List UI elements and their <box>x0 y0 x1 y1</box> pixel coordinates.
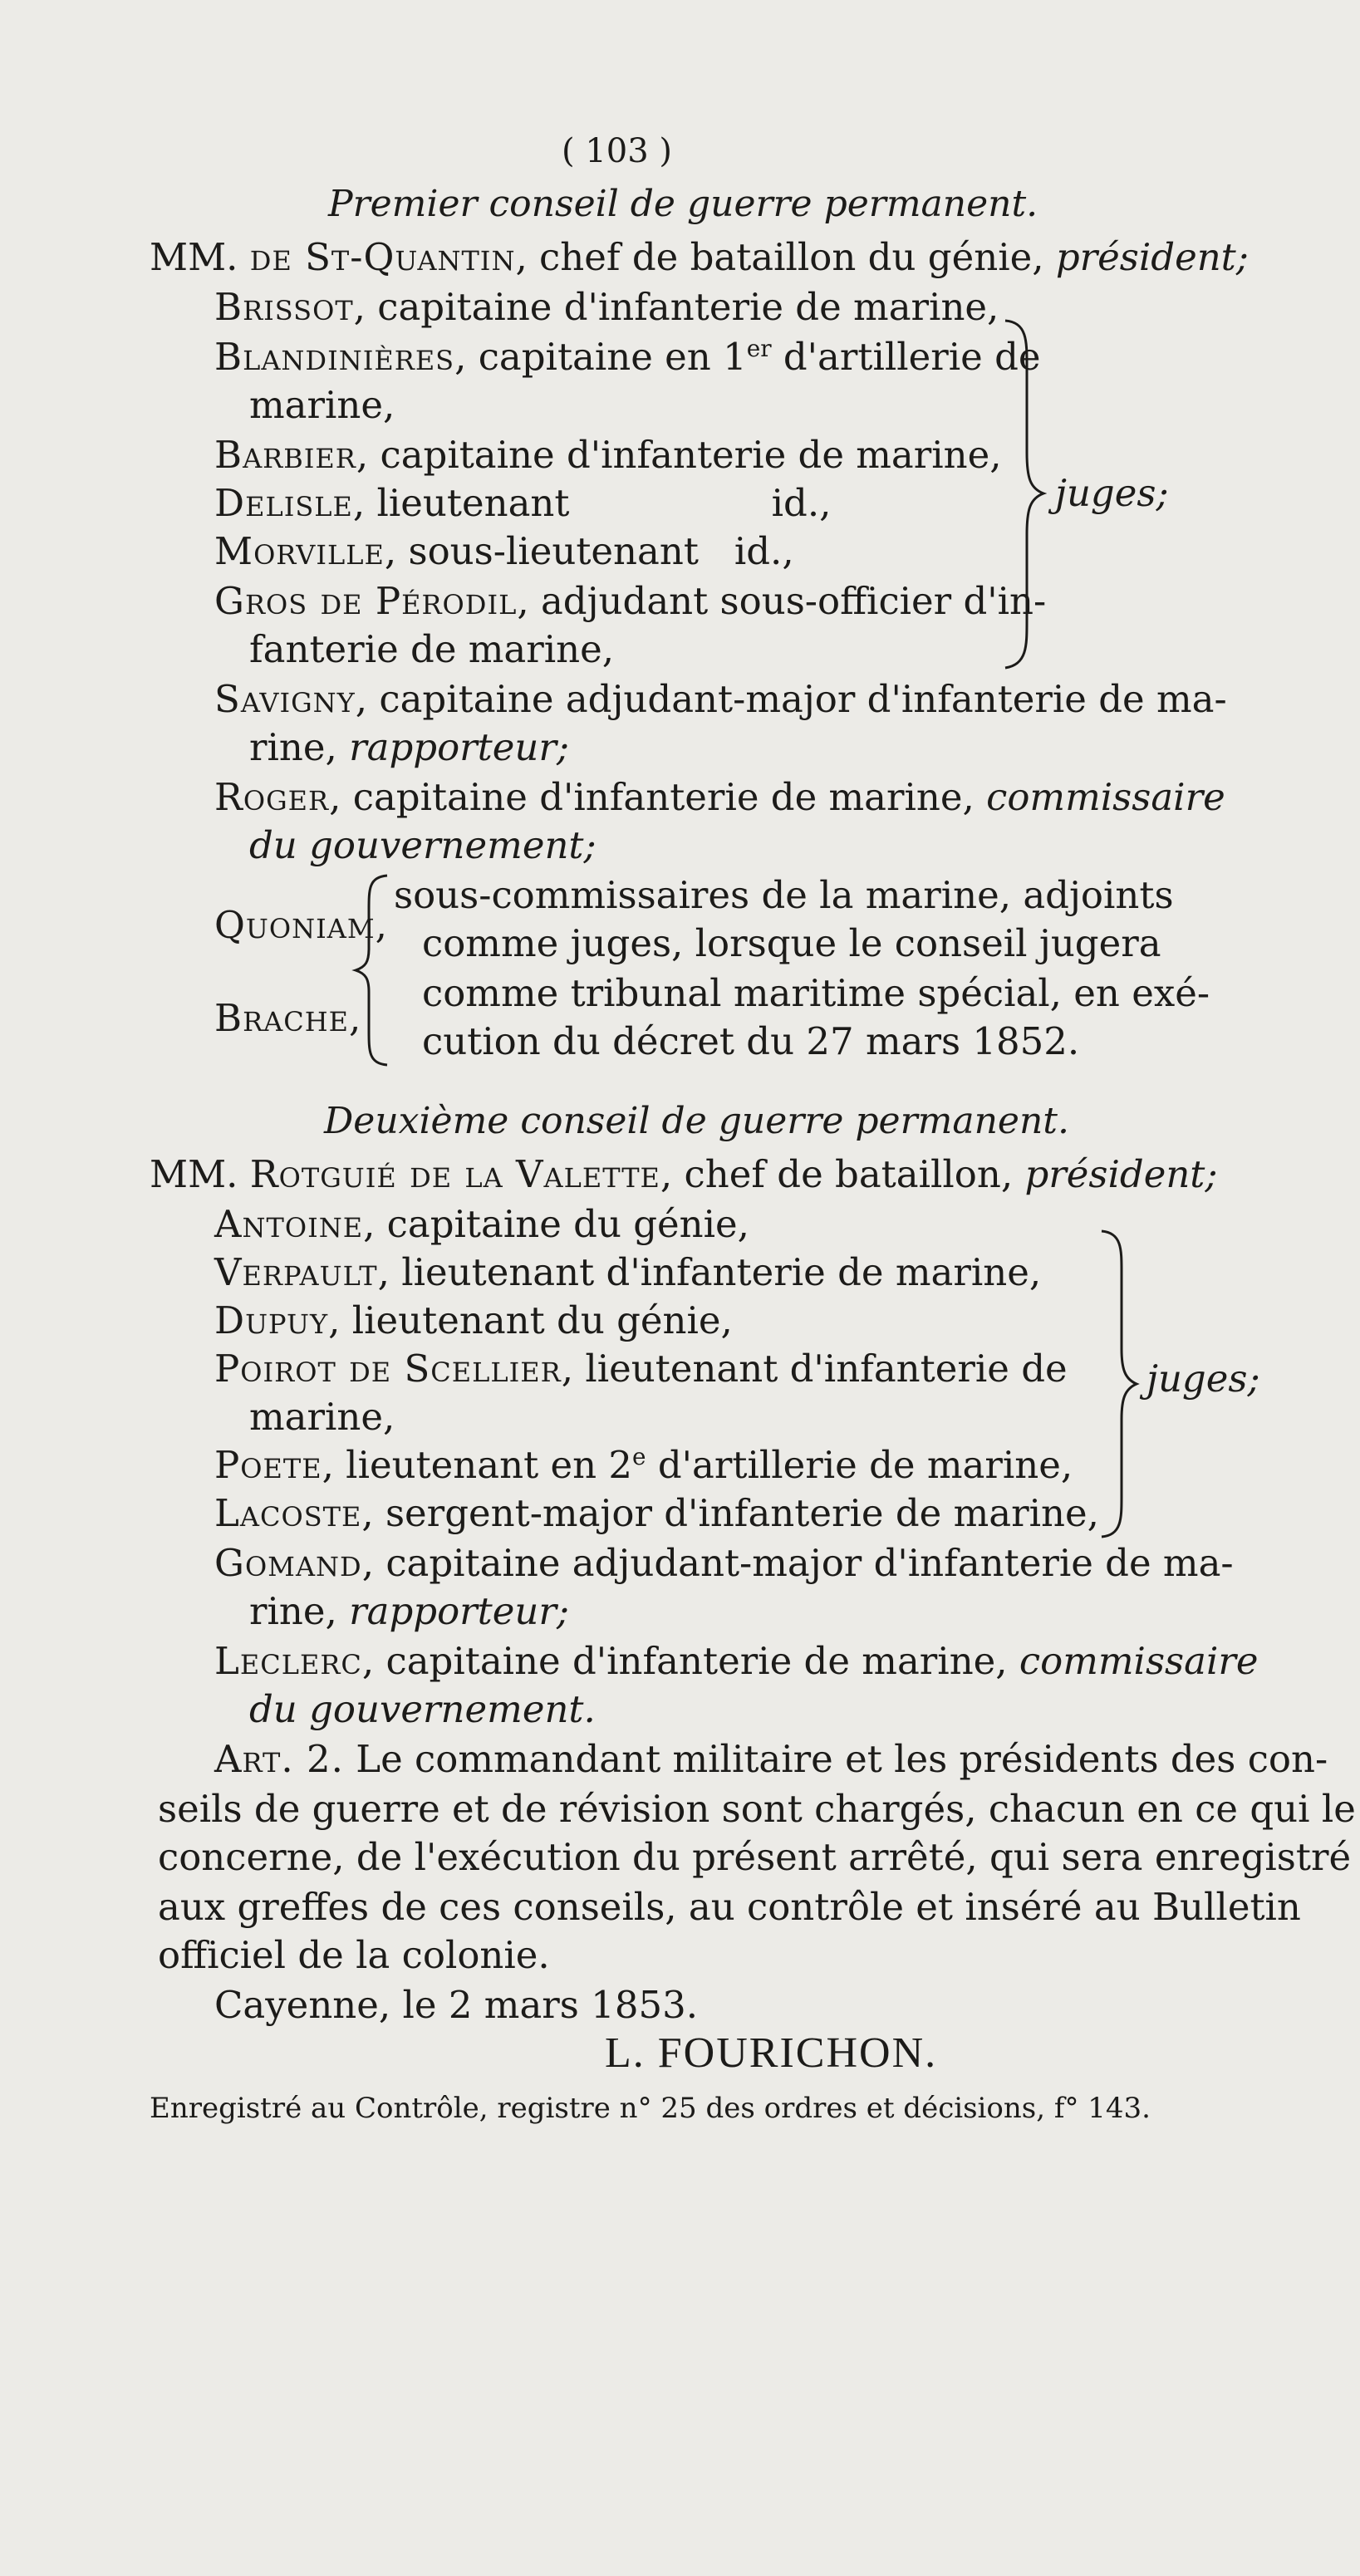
adjoint-line: comme tribunal maritime spécial, en exé- <box>422 971 1210 1015</box>
member-name: Roger <box>214 775 330 819</box>
member-name: Brache, <box>214 996 362 1040</box>
member-name: Brissot <box>214 285 354 329</box>
article-paragraph: Art. 2. Le commandant militaire et les présidents des con- <box>214 1737 1328 1781</box>
member-name: Lacoste <box>214 1491 362 1535</box>
member-line: Poete, lieutenant en 2e d'artillerie de marine, <box>214 1443 1073 1487</box>
adjoint-line: sous-commissaires de la marine, adjoints <box>394 873 1174 917</box>
member-name: Barbier <box>214 433 356 477</box>
second-council-heading: Deuxième conseil de guerre permanent. <box>324 1100 1069 1142</box>
article-line: seils de guerre et de révision sont chargés, chacun en ce qui le <box>158 1787 1356 1831</box>
right-brace-icon <box>997 316 1047 673</box>
member-line: Savigny, capitaine adjudant-major d'infanterie de ma- <box>214 677 1227 721</box>
member-line: Gomand, capitaine adjudant-major d'infanterie de ma- <box>214 1541 1234 1585</box>
juges-label: juges; <box>1146 1357 1260 1401</box>
member-name: Verpault <box>214 1250 378 1294</box>
signature: L. FOURICHON. <box>605 2029 938 2077</box>
left-brace-icon <box>351 872 392 1068</box>
member-line-continued: marine, <box>249 383 395 427</box>
member-name: Morville <box>214 529 385 573</box>
member-line-continued: marine, <box>249 1395 395 1439</box>
member-rank: , capitaine d'infanterie de marine, <box>353 285 999 329</box>
first-council-heading: Premier conseil de guerre permanent. <box>328 183 1038 225</box>
member-name: Blandinières <box>214 335 455 379</box>
member-role-continued: du gouvernement; <box>249 823 597 867</box>
member-line-continued: rine, rapporteur; <box>249 1589 570 1633</box>
article-line: aux greffes de ces conseils, au contrôle et inséré au Bulletin <box>158 1885 1301 1929</box>
member-line: Lacoste, sergent-major d'infanterie de marine, <box>214 1491 1099 1535</box>
member-line <box>214 284 999 331</box>
member-name: Gros de Pérodil <box>214 579 518 623</box>
member-line: Barbier, capitaine d'infanterie de marine, <box>214 433 1002 477</box>
member-name: Dupuy <box>214 1298 329 1342</box>
registration-footer: Enregistré au Contrôle, registre n° 25 des ordres et décisions, f° 143. <box>150 2092 1151 2125</box>
member-line: Blandinières, capitaine en 1er d'artillerie de <box>214 335 1041 379</box>
member-role: commissaire <box>1019 1639 1259 1683</box>
member-name: Poirot de Scellier <box>214 1347 562 1391</box>
place-date: Cayenne, le 2 mars 1853. <box>214 1983 699 2027</box>
member-role: rapporteur; <box>349 1589 570 1633</box>
member-role-continued: du gouvernement. <box>249 1687 596 1731</box>
member-name: Gomand <box>214 1541 362 1585</box>
member-line-continued: fanterie de marine, <box>249 627 615 671</box>
member-line <box>150 234 1249 281</box>
member-name: Leclerc <box>214 1639 362 1683</box>
article-line: officiel de la colonie. <box>158 1933 550 1977</box>
member-role: rapporteur; <box>349 725 570 769</box>
member-role: président; <box>1024 1152 1218 1196</box>
member-name: Delisle <box>214 481 353 525</box>
article-label: Art. 2. <box>214 1737 344 1781</box>
member-name: Rotguié de la Valette <box>249 1152 660 1196</box>
member-line: Poirot de Scellier, lieutenant d'infanterie de <box>214 1347 1068 1391</box>
member-line: Delisle, lieutenant id., <box>214 481 832 525</box>
adjoint-line: comme juges, lorsque le conseil jugera <box>422 921 1161 965</box>
member-line: Roger, capitaine d'infanterie de marine, commissaire <box>214 775 1225 819</box>
member-line: Dupuy, lieutenant du génie, <box>214 1298 733 1342</box>
member-name: de St-Quantin <box>249 235 516 279</box>
member-role: président; <box>1055 235 1249 279</box>
member-name: Savigny <box>214 677 356 721</box>
member-line: Gros de Pérodil, adjudant sous-officier d'in- <box>214 579 1047 623</box>
mm-label: MM. <box>150 1152 238 1196</box>
juges-label: juges; <box>1055 471 1169 515</box>
member-name: Antoine <box>214 1202 364 1246</box>
page-number: ( 103 ) <box>562 132 672 170</box>
member-line: Verpault, lieutenant d'infanterie de marine, <box>214 1250 1042 1294</box>
member-line: Antoine, capitaine du génie, <box>214 1202 749 1246</box>
member-name: Poete <box>214 1443 322 1487</box>
article-line: concerne, de l'exécution du présent arrêté, qui sera enregistré <box>158 1835 1352 1879</box>
member-line: MM. Rotguié de la Valette, chef de bataillon, président; <box>150 1152 1218 1196</box>
member-name: Quoniam, <box>214 903 388 947</box>
member-role: commissaire <box>986 775 1225 819</box>
member-rank: , chef de bataillon du génie, <box>515 235 1056 279</box>
member-line-continued: rine, rapporteur; <box>249 725 570 769</box>
member-line: Morville, sous-lieutenant id., <box>214 529 794 573</box>
mm-label: MM. <box>150 235 238 279</box>
right-brace-icon <box>1095 1226 1142 1542</box>
member-line: Leclerc, capitaine d'infanterie de marine, commissaire <box>214 1639 1259 1683</box>
adjoint-line: cution du décret du 27 mars 1852. <box>422 1019 1080 1063</box>
